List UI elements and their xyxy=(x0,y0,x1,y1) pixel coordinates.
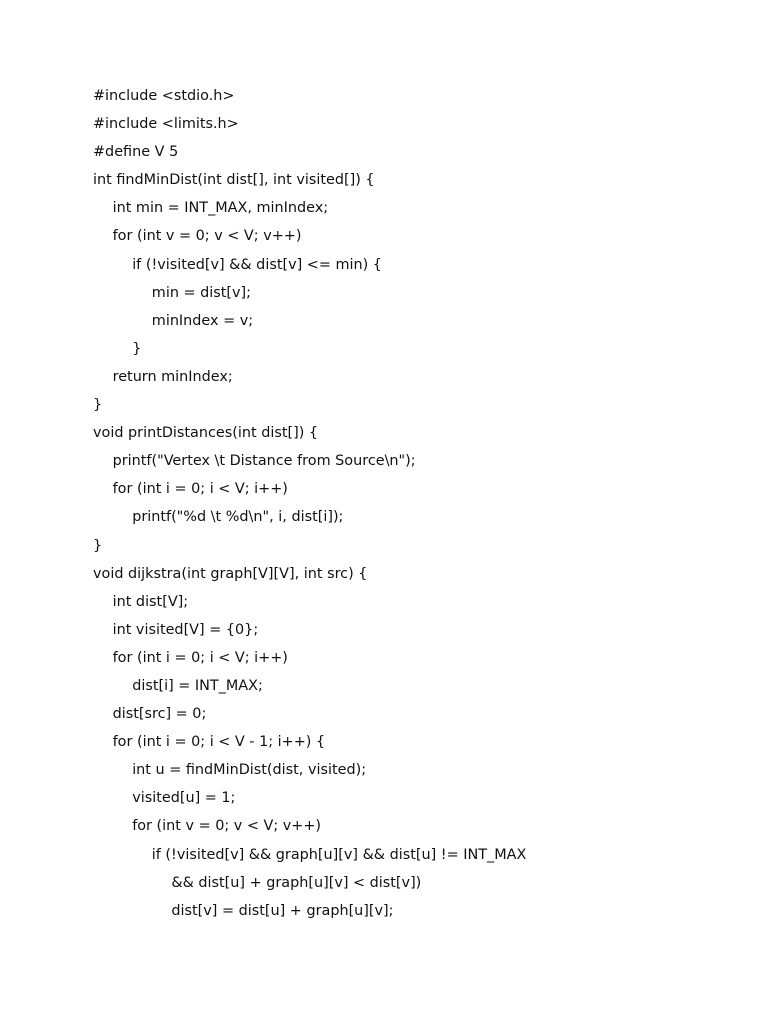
code-line: int u = findMinDist(dist, visited); xyxy=(132,762,367,779)
code-listing xyxy=(93,82,526,925)
code-line: int findMinDist(int dist[], int visited[]) { xyxy=(93,172,375,189)
code-line: dist[i] = INT_MAX; xyxy=(132,677,263,694)
code-line: visited[u] = 1; xyxy=(132,790,236,807)
code-line: return minIndex; xyxy=(112,368,233,385)
code-line: min = dist[v]; xyxy=(151,284,252,301)
code-line: for (int i = 0; i < V; i++) xyxy=(112,481,288,498)
code-line: } xyxy=(93,537,103,554)
code-line: for (int i = 0; i < V; i++) xyxy=(112,649,288,666)
code-line: printf("%d \t %d\n", i, dist[i]); xyxy=(132,509,344,526)
code-line: void dijkstra(int graph[V][V], int src) { xyxy=(93,565,368,582)
code-line: for (int i = 0; i < V - 1; i++) { xyxy=(112,734,326,751)
code-line: } xyxy=(93,397,103,414)
code-line: if (!visited[v] && dist[v] <= min) { xyxy=(132,256,382,273)
code-line: && dist[u] + graph[u][v] < dist[v]) xyxy=(171,874,422,891)
code-line: } xyxy=(132,340,142,357)
code-line: #define V 5 xyxy=(93,144,179,161)
code-line: if (!visited[v] && graph[u][v] && dist[u] != INT_MAX xyxy=(151,846,527,863)
code-line: dist[v] = dist[u] + graph[u][v]; xyxy=(171,902,394,919)
code-line: int visited[V] = {0}; xyxy=(112,621,259,638)
code-line: printf("Vertex \t Distance from Source\n"); xyxy=(112,453,416,470)
code-line: #include <stdio.h> xyxy=(93,88,235,104)
code-line: for (int v = 0; v < V; v++) xyxy=(112,228,302,245)
code-line: int dist[V]; xyxy=(112,593,189,610)
code-line: minIndex = v; xyxy=(151,312,254,329)
code-line: dist[src] = 0; xyxy=(112,706,207,723)
code-line: int min = INT_MAX, minIndex; xyxy=(112,200,329,217)
code-line: #include <limits.h> xyxy=(93,116,239,133)
code-line: void printDistances(int dist[]) { xyxy=(93,425,319,442)
code-line: for (int v = 0; v < V; v++) xyxy=(132,818,322,835)
